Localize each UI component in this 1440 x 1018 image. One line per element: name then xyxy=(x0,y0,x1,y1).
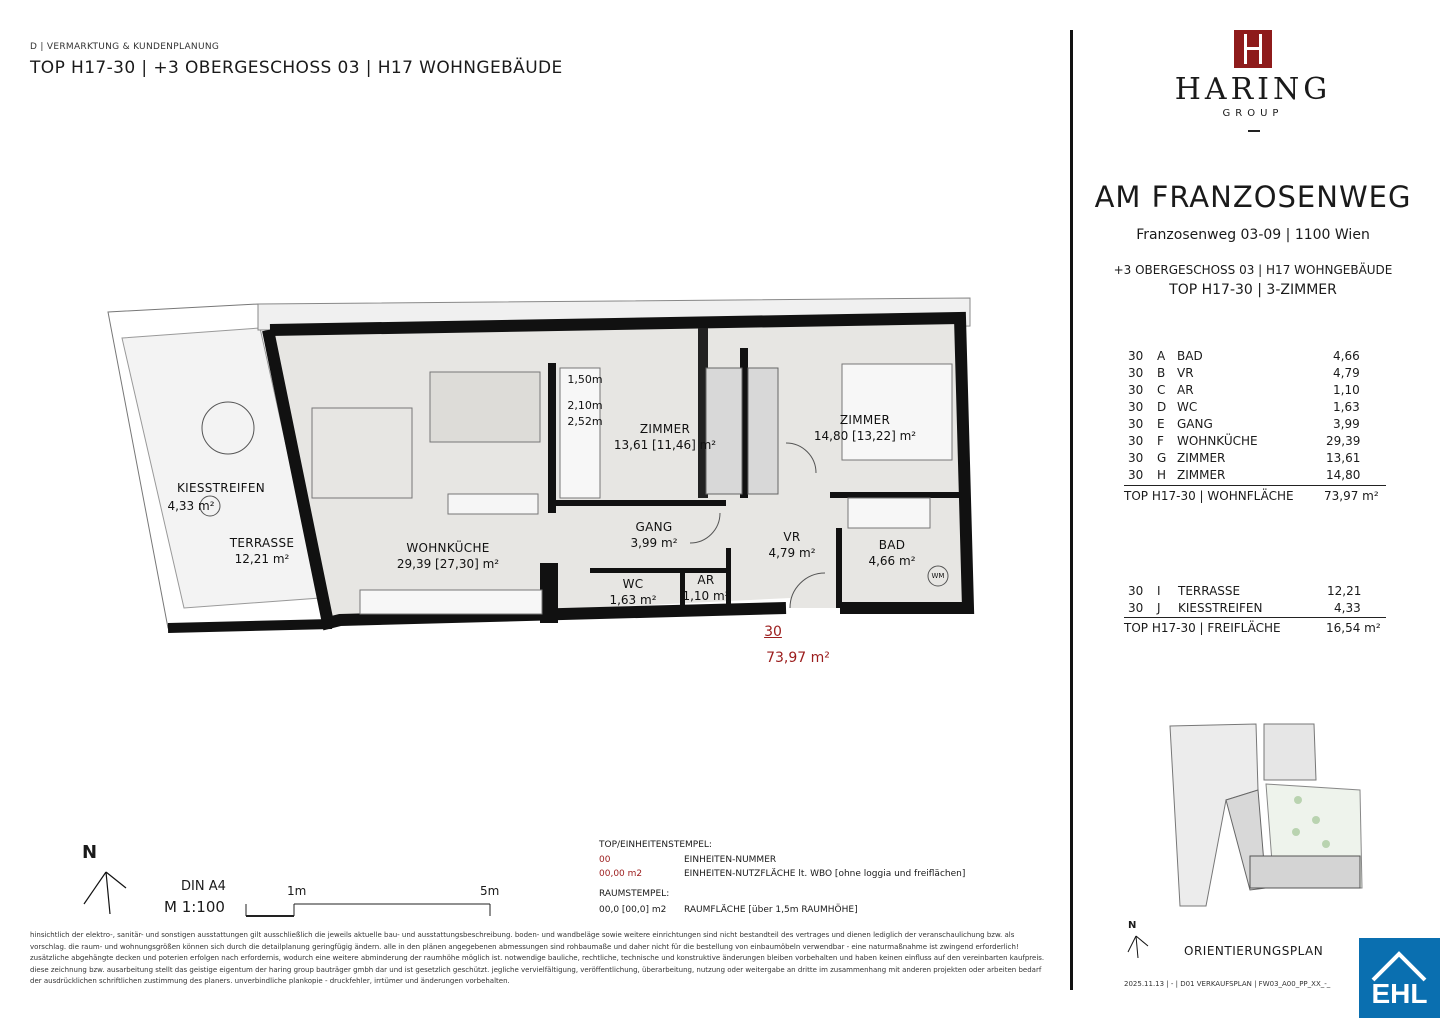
legend-top-desc-2: EINHEITEN-NUTZFLÄCHE lt. WBO [ohne loggia und freiflächen] xyxy=(684,869,966,879)
room-zimmer-2: ZIMMER 14,80 [13,22] m² xyxy=(813,413,917,443)
project-title: AM FRANZOSENWEG xyxy=(1094,180,1412,214)
legend-room-title: RAUMSTEMPEL: xyxy=(599,889,670,899)
map-building-row xyxy=(1250,856,1360,888)
sideboard xyxy=(448,494,538,514)
brand-group: GROUP xyxy=(1222,108,1284,119)
orientation-north-label: N xyxy=(1128,920,1137,931)
room-gang: GANG 3,99 m² xyxy=(630,520,678,550)
scale-tick-1m: 1m xyxy=(287,884,307,898)
sofa xyxy=(430,372,540,442)
legend-top-sample-2: 00,00 m2 xyxy=(599,869,643,879)
wm-label: WM xyxy=(931,572,945,580)
room-terrasse: TERRASSE 12,21 m² xyxy=(229,536,295,566)
brand-name: HARING xyxy=(1174,72,1332,107)
wardrobe-2 xyxy=(748,368,778,494)
table-row: 30 F WOHNKÜCHE 29,39 xyxy=(1128,434,1361,448)
project-unit: TOP H17-30 | 3-ZIMMER xyxy=(1169,282,1337,298)
table-row: 30 A BAD 4,66 xyxy=(1128,349,1360,363)
scale-tick-5m: 5m xyxy=(480,884,500,898)
haring-logo-mark xyxy=(1234,30,1272,68)
table-row: 30 B VR 4,79 xyxy=(1128,366,1360,380)
legend-room-sample: 00,0 [00,0] m2 xyxy=(599,905,667,915)
table-row: 30 D WC 1,63 xyxy=(1128,400,1360,414)
scale-ratio: M 1:100 xyxy=(164,898,225,916)
height-mark-2: 2,10m xyxy=(567,399,603,412)
wall-7 xyxy=(836,528,842,608)
room-wc: WC 1,63 m² xyxy=(609,577,657,607)
north-label: N xyxy=(82,842,98,863)
kitchen-counter xyxy=(360,590,542,614)
table-row: 30 G ZIMMER 13,61 xyxy=(1128,451,1361,465)
paper-size: DIN A4 xyxy=(181,879,226,894)
orientation-label: ORIENTIERUNGSPLAN xyxy=(1184,944,1324,958)
table-total: TOP H17-30 | WOHNFLÄCHE 73,97 m² xyxy=(1124,485,1386,507)
height-mark-3: 2,52m xyxy=(567,415,603,428)
ehl-wordmark: EHL xyxy=(1371,978,1428,1009)
orientation-map xyxy=(1166,720,1368,908)
wall-1 xyxy=(548,363,556,513)
wall-6 xyxy=(830,492,960,498)
room-wohnkueche: WOHNKÜCHE 29,39 [27,30] m² xyxy=(396,541,500,571)
disclaimer-text: hinsichtlich der elektro-, sanitär- und sonstigen ausstattungen gilt ausschließlich die jeweils aktuelle bau- und ausstattungsbeschreibung. boden- und wandbeläge sowie weitere einrichtungen sind nicht bestandteil des vertrages und dienen lediglich der veranschaulichung bzw. als vorschlag. die raum- und wohnungsgrößen können sich durch die detailplanung geringfügig ändern. alle in den plänen angegebenen abmessungen sind rohbaumaße und daher nicht für die bestellung von einbaumöbeln verwendbar - eine naturmaßnahme ist zwingend erforderlich! zusätzliche abgehängte decken und poterien erfolgen nach erfordernis, wodurch eine weitere abminderung der raumhöhe möglich ist. notwendige bauliche, rechtliche, technische und konstruktive änderungen bleiben vorbehalten und haben keinen einfluss auf den vereinbarten kaufpreis. diese zeichnung bzw. ausarbeitung stellt das geistige eigentum der haring group bauträger gmbh dar und ist gesetzlich geschützt. jegliche vervielfältigung, veröffentlichung, überarbeitung, nutzung oder weitergabe an dritte im zusammenhang mit anderen projekten oder arbeiten bedarf der ausdrücklichen schriftlichen zustimmung des planers. unverbindliche plankopie - druckfehler, irrtümer und änderungen vorbehalten. xyxy=(30,931,1045,985)
project-address: Franzosenweg 03-09 | 1100 Wien xyxy=(1136,227,1370,243)
bathtub xyxy=(848,498,930,528)
room-bad: BAD 4,66 m² xyxy=(868,538,916,568)
unit-area: 73,97 m² xyxy=(766,650,830,666)
room-zimmer-1: ZIMMER 13,61 [11,46] m² xyxy=(613,422,717,452)
legend-top-title: TOP/EINHEITENSTEMPEL: xyxy=(599,840,712,850)
divider xyxy=(1070,30,1073,990)
page-title: TOP H17-30 | +3 OBERGESCHOSS 03 | H17 WOHNGEBÄUDE xyxy=(30,58,563,78)
wall-3 xyxy=(556,500,726,506)
department-label: D | VERMARKTUNG & KUNDENPLANUNG xyxy=(30,42,220,52)
table-row: 30 H ZIMMER 14,80 xyxy=(1128,468,1361,482)
map-block-2 xyxy=(1264,724,1316,780)
unit-number: 30 xyxy=(764,624,782,640)
room-ar: AR 1,10 m² xyxy=(682,573,730,603)
room-vr: VR 4,79 m² xyxy=(768,530,816,560)
table-row: 30 J KIESSTREIFEN 4,33 xyxy=(1128,601,1361,615)
table-row: 30 C AR 1,10 xyxy=(1128,383,1360,397)
scale-bar xyxy=(244,900,494,920)
height-mark-1: 1,50m xyxy=(567,373,603,386)
wall-2 xyxy=(540,563,558,623)
ehl-logo xyxy=(1359,938,1440,1018)
footer-code: 2025.11.13 | - | D01 VERKAUFSPLAN | FW03_A00_PP_XX_-_ xyxy=(1124,980,1331,988)
logo-dash xyxy=(1248,130,1260,132)
legend-room-desc: RAUMFLÄCHE [über 1,5m RAUMHÖHE] xyxy=(684,905,858,915)
legend-top-desc-1: EINHEITEN-NUMMER xyxy=(684,855,777,865)
table-row: 30 I TERRASSE 12,21 xyxy=(1128,584,1362,598)
table-row: 30 E GANG 3,99 xyxy=(1128,417,1360,431)
terrace-wall xyxy=(168,624,332,628)
table-total: TOP H17-30 | FREIFLÄCHE 16,54 m² xyxy=(1124,617,1386,639)
room-kiesstreifen: KIESSTREIFEN xyxy=(176,481,266,495)
legend-top-sample-1: 00 xyxy=(599,855,611,865)
project-floor: +3 OBERGESCHOSS 03 | H17 WOHNGEBÄUDE xyxy=(1113,263,1393,277)
room-kiesstreifen-area: 4,33 m² xyxy=(167,499,215,513)
floor-plan xyxy=(100,268,980,658)
